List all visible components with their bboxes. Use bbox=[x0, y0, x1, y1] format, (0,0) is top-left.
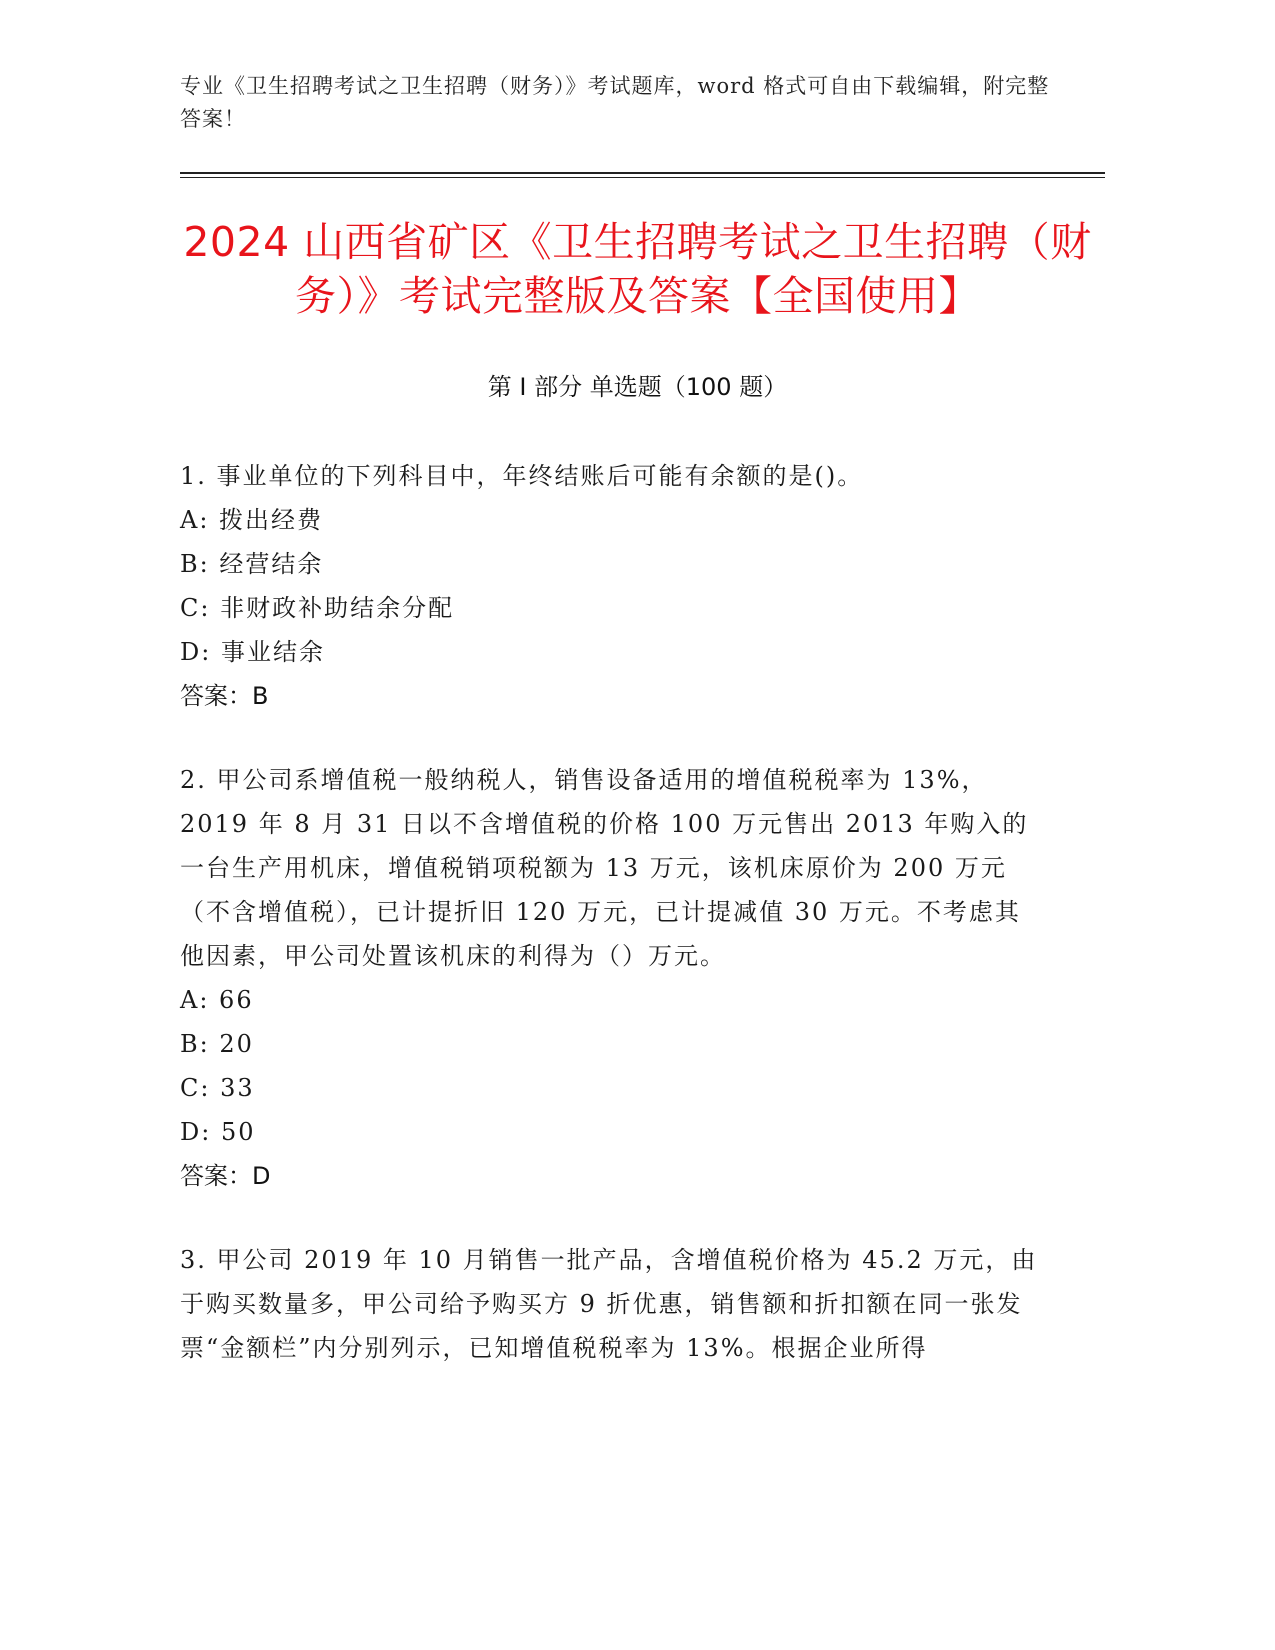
section-heading: 第 I 部分 单选题（100 题） bbox=[487, 373, 788, 401]
option-b: B: 20 bbox=[180, 1030, 254, 1058]
option-c: C: 33 bbox=[180, 1074, 255, 1102]
answer-row bbox=[180, 1154, 1040, 1198]
option-d: D: 事业结余 bbox=[180, 638, 325, 666]
question-stem: 3. 甲公司 2019 年 10 月销售一批产品，含增值税价格为 45.2 万元，由于购买数量多，甲公司给予购买方 9 折优惠，销售额和折扣额在同一张发票“金额栏”内分别列示，已知增值税税率为 13%。根据企业所得 bbox=[180, 1246, 1038, 1362]
question-1 bbox=[180, 454, 1040, 718]
answer-value: D bbox=[252, 1162, 271, 1190]
option-d: D: 50 bbox=[180, 1118, 256, 1146]
answer-value: B bbox=[252, 682, 269, 710]
option-a: A: 拨出经费 bbox=[180, 506, 324, 534]
question-stem: 1. 事业单位的下列科目中，年终结账后可能有余额的是()。 bbox=[180, 462, 864, 490]
option-c: C: 非财政补助结余分配 bbox=[180, 594, 455, 622]
question-2 bbox=[180, 758, 1040, 1198]
header-divider-thick bbox=[180, 172, 1105, 174]
option-b: B: 经营结余 bbox=[180, 550, 324, 578]
question-stem: 2. 甲公司系增值税一般纳税人，销售设备适用的增值税税率为 13%，2019 年 8 月 31 日以不含增值税的价格 100 万元售出 2013 年购入的一台生产用机床，增值税销项税额为 13 万元，该机床原价为 200 万元（不含增值税），已计提折旧 120 万元，已计提减值 30 万元。不考虑其他因素，甲公司处置该机床的利得为（）万元。 bbox=[180, 766, 1029, 970]
question-3 bbox=[180, 1238, 1040, 1370]
answer-row bbox=[180, 674, 1040, 718]
answer-label: 答案： bbox=[180, 1162, 252, 1190]
header-divider-thin bbox=[180, 177, 1105, 178]
header-note: 专业《卫生招聘考试之卫生招聘（财务）》考试题库，word 格式可自由下载编辑，附完整答案！ bbox=[180, 74, 1050, 131]
option-a: A: 66 bbox=[180, 986, 254, 1014]
question-list bbox=[180, 454, 1040, 1410]
document-title: 2024 山西省矿区《卫生招聘考试之卫生招聘（财务）》考试完整版及答案【全国使用】 bbox=[183, 218, 1092, 320]
answer-label: 答案： bbox=[180, 682, 252, 710]
